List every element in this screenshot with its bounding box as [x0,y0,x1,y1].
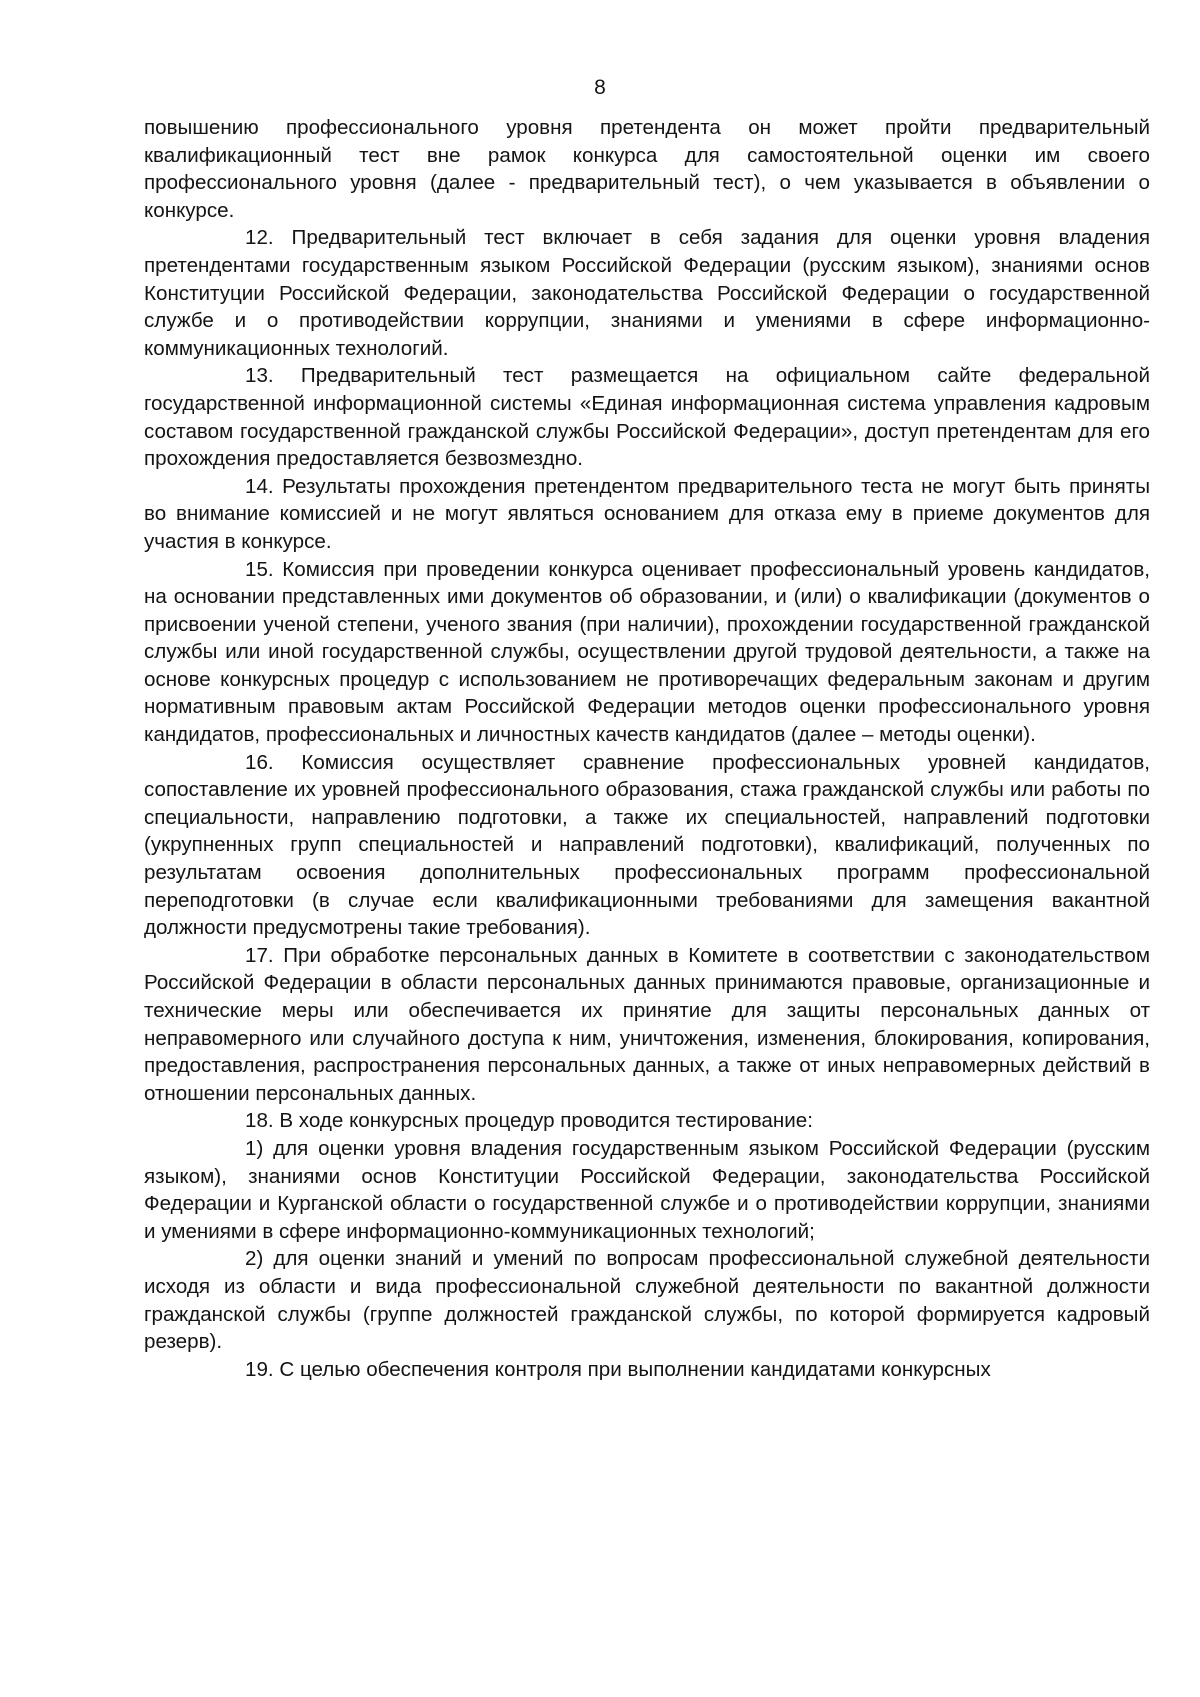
paragraph-item-16: 16. Комиссия осуществляет сравнение профессиональных уровней кандидатов, сопоставление их уровней профессионального образования, стажа гражданской службы или работы по специальности, направлению подготовки, а также их специальностей, направлений подготовки (укрупненных групп специальностей и направлений подготовки), квалификаций, полученных по результатам освоения дополнительных профессиональных программ профессиональной переподготовки (в случае если квалификационными требованиями для замещения вакантной должности предусмотрены такие требования). [144,750,1150,940]
document-body [144,114,1150,1383]
paragraph-item-19: 19. С целью обеспечения контроля при выполнении кандидатами конкурсных [245,1357,991,1381]
paragraph-item-17: 17. При обработке персональных данных в Комитете в соответствии с законодательством Российской Федерации в области персональных данных принимаются правовые, организационные и технические меры или обеспечивается их принятие для защиты персональных данных от неправомерного или случайного доступа к ним, уничтожения, изменения, блокирования, копирования, предоставления, распространения персональных данных, а также от иных неправомерных действий в отношении персональных данных. [144,943,1150,1105]
paragraph-subitem-18-2: 2) для оценки знаний и умений по вопросам профессиональной служебной деятельности исходя из области и вида профессиональной служебной деятельности по вакантной должности гражданской службы (группе должностей гражданской службы, по которой формируется кадровый резерв). [144,1247,1150,1354]
paragraph-item-12: 12. Предварительный тест включает в себя задания для оценки уровня владения претендентами государственным языком Российской Федерации (русским языком), знаниями основ Конституции Российской Федерации, законодательства Российской Федерации о государственной службе и о противодействии коррупции, знаниями и умениями в сфере информационно-коммуникационных технологий. [144,226,1150,360]
paragraph-item-15: 15. Комиссия при проведении конкурса оценивает профессиональный уровень кандидатов, на основании представленных ими документов об образовании, и (или) о квалификации (документов о присвоении ученой степени, ученого звания (при наличии), прохождении государственной гражданской службы или иной государственной службы, осуществлении другой трудовой деятельности, а также на основе конкурсных процедур с использованием не противоречащих федеральным законам и другим нормативным правовым актам Российской Федерации методов оценки профессионального уровня кандидатов, профессиональных и личностных качеств кандидатов (далее – методы оценки). [144,557,1150,747]
page-number: 8 [594,76,606,99]
paragraph-item-14: 14. Результаты прохождения претендентом предварительного теста не могут быть приняты во внимание комиссией и не могут являться основанием для отказа ему в приеме документов для участия в конкурсе. [144,474,1150,553]
paragraph-item-18: 18. В ходе конкурсных процедур проводится тестирование: [245,1109,813,1133]
paragraph-item-13: 13. Предварительный тест размещается на официальном сайте федеральной государственной информационной системы «Единая информационная система управления кадровым составом государственной гражданской службы Российской Федерации», доступ претендентам для его прохождения предоставляется безвозмездно. [144,364,1150,471]
paragraph-continuation: повышению профессионального уровня претендента он может пройти предварительный квалификационный тест вне рамок конкурса для самостоятельной оценки им своего профессионального уровня (далее - предварительный тест), о чем указывается в объявлении о конкурсе. [144,116,1150,222]
paragraph-subitem-18-1: 1) для оценки уровня владения государственным языком Российской Федерации (русским языком), знаниями основ Конституции Российской Федерации, законодательства Российской Федерации и Курганской области о государственной службе и о противодействии коррупции, знаниями и умениями в сфере информационно-коммуникационных технологий; [144,1136,1150,1243]
